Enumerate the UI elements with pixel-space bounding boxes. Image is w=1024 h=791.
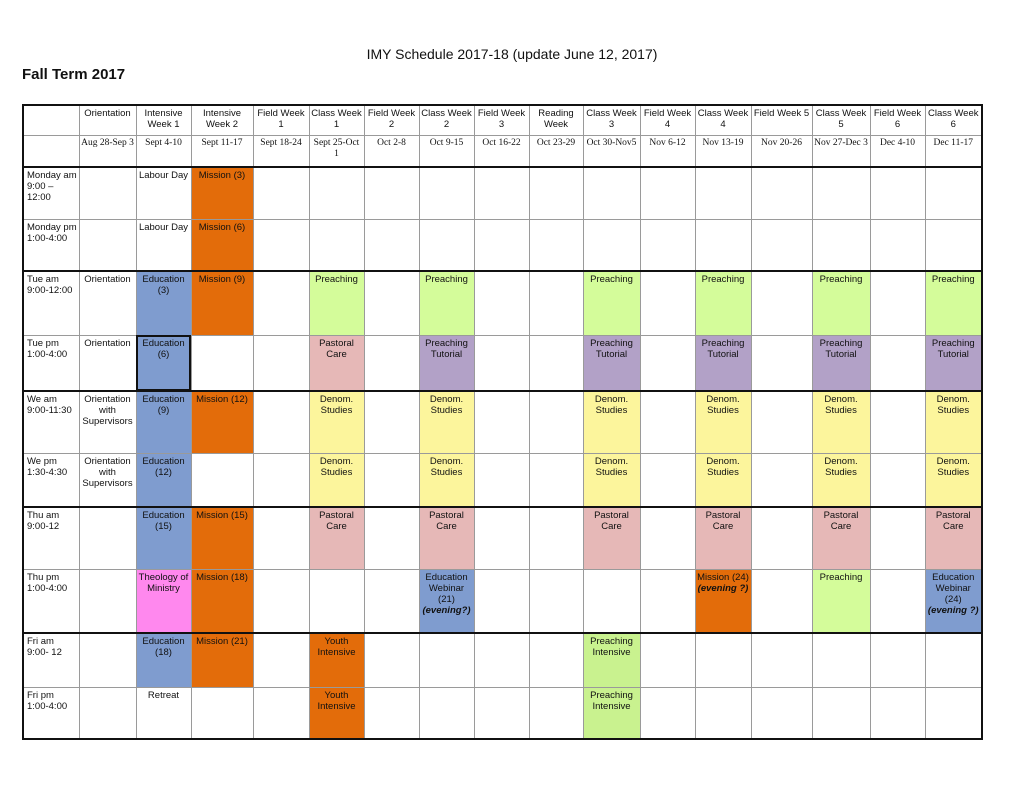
session-label: Pastoral Care bbox=[319, 510, 354, 532]
week-header: Field Week 2 bbox=[364, 105, 419, 135]
session-label: Mission (12) bbox=[196, 394, 248, 405]
schedule-cell bbox=[474, 219, 529, 271]
date-header: Oct 9-15 bbox=[419, 135, 474, 167]
session-label: Preaching Tutorial bbox=[931, 337, 975, 360]
schedule-cell bbox=[253, 271, 309, 335]
week-header: Intensive Week 2 bbox=[191, 105, 253, 135]
schedule-cell bbox=[364, 453, 419, 507]
session-label: Mission (6) bbox=[198, 221, 246, 233]
schedule-cell bbox=[191, 335, 253, 391]
session-label: Mission (9) bbox=[198, 274, 246, 285]
schedule-cell bbox=[695, 453, 751, 507]
time-slot-label: Tue am 9:00-12:00 bbox=[23, 271, 79, 335]
schedule-cell bbox=[640, 507, 695, 569]
date-header: Nov 6-12 bbox=[640, 135, 695, 167]
time-slot-label: Monday am 9:00 – 12:00 bbox=[23, 167, 79, 219]
session-label: Preaching Tutorial bbox=[425, 337, 468, 360]
time-slot-label: We am 9:00-11:30 bbox=[23, 391, 79, 453]
schedule-cell bbox=[253, 167, 309, 219]
schedule-cell bbox=[309, 453, 364, 507]
schedule-cell bbox=[751, 271, 812, 335]
week-header: Field Week 1 bbox=[253, 105, 309, 135]
time-slot-label: Thu pm 1:00-4:00 bbox=[23, 569, 79, 633]
schedule-cell bbox=[191, 687, 253, 739]
week-header: Field Week 6 bbox=[870, 105, 925, 135]
schedule-cell bbox=[812, 335, 870, 391]
schedule-cell bbox=[136, 453, 191, 507]
schedule-cell bbox=[79, 507, 136, 569]
schedule-cell bbox=[79, 687, 136, 739]
schedule-cell bbox=[253, 453, 309, 507]
schedule-cell bbox=[812, 271, 870, 335]
schedule-row bbox=[23, 219, 982, 271]
session-label: Preaching bbox=[701, 274, 745, 285]
session-label: Denom. Studies bbox=[319, 455, 354, 478]
schedule-cell bbox=[136, 687, 191, 739]
schedule-cell bbox=[925, 391, 982, 453]
time-slot-label: Tue pm 1:00-4:00 bbox=[23, 335, 79, 391]
schedule-cell bbox=[695, 271, 751, 335]
session-label: Denom. Studies bbox=[594, 394, 629, 416]
schedule-row bbox=[23, 687, 982, 739]
week-header: Intensive Week 1 bbox=[136, 105, 191, 135]
schedule-cell bbox=[253, 687, 309, 739]
session-label: Preaching Intensive bbox=[590, 636, 633, 658]
document-title: IMY Schedule 2017-18 (update June 12, 2017) bbox=[366, 46, 658, 62]
schedule-row bbox=[23, 453, 982, 507]
schedule-row bbox=[23, 633, 982, 687]
schedule-cell bbox=[640, 335, 695, 391]
schedule-cell bbox=[474, 167, 529, 219]
schedule-cell bbox=[695, 507, 751, 569]
date-header: Sept 11-17 bbox=[191, 135, 253, 167]
schedule-cell bbox=[583, 453, 640, 507]
schedule-cell bbox=[751, 335, 812, 391]
session-label: Denom. Studies bbox=[706, 394, 740, 416]
week-header: Field Week 5 bbox=[751, 105, 812, 135]
schedule-cell bbox=[640, 453, 695, 507]
session-label: Mission (24) bbox=[697, 571, 749, 583]
schedule-cell bbox=[583, 167, 640, 219]
schedule-cell bbox=[925, 219, 982, 271]
schedule-cell bbox=[419, 453, 474, 507]
session-label: Education (3) bbox=[142, 274, 185, 296]
schedule-cell bbox=[925, 167, 982, 219]
schedule-row bbox=[23, 569, 982, 633]
schedule-cell bbox=[751, 219, 812, 271]
schedule-cell bbox=[812, 167, 870, 219]
session-label: Orientation bbox=[84, 337, 131, 349]
schedule-cell bbox=[474, 569, 529, 633]
schedule-cell bbox=[419, 633, 474, 687]
schedule-cell bbox=[583, 219, 640, 271]
schedule-cell bbox=[191, 219, 253, 271]
schedule-cell bbox=[419, 569, 474, 633]
session-label: Preaching Tutorial bbox=[819, 337, 863, 360]
session-label: Pastoral Care bbox=[594, 510, 629, 532]
session-label: Mission (21) bbox=[196, 636, 248, 647]
schedule-cell bbox=[79, 569, 136, 633]
session-label: Preaching Tutorial bbox=[590, 337, 633, 360]
schedule-cell bbox=[191, 453, 253, 507]
session-label: Retreat bbox=[147, 689, 180, 701]
schedule-cell bbox=[529, 167, 583, 219]
schedule-cell bbox=[364, 271, 419, 335]
session-label: Youth Intensive bbox=[317, 636, 356, 658]
session-label: Education (15) bbox=[142, 510, 185, 532]
schedule-cell bbox=[640, 687, 695, 739]
schedule-cell bbox=[870, 391, 925, 453]
time-slot-label: Monday pm 1:00-4:00 bbox=[23, 219, 79, 271]
schedule-cell bbox=[583, 633, 640, 687]
schedule-cell bbox=[583, 335, 640, 391]
schedule-cell bbox=[474, 391, 529, 453]
schedule-cell bbox=[309, 167, 364, 219]
schedule-cell bbox=[309, 507, 364, 569]
schedule-cell bbox=[529, 271, 583, 335]
schedule-cell bbox=[812, 391, 870, 453]
schedule-row bbox=[23, 271, 982, 335]
schedule-cell bbox=[870, 569, 925, 633]
schedule-cell bbox=[474, 687, 529, 739]
session-label: Denom. Studies bbox=[706, 455, 740, 478]
session-label: Education (18) bbox=[142, 636, 185, 658]
schedule-cell bbox=[79, 219, 136, 271]
schedule-table bbox=[22, 104, 983, 740]
date-header: Sept 18-24 bbox=[253, 135, 309, 167]
session-label: Denom. Studies bbox=[429, 455, 464, 478]
schedule-cell bbox=[870, 271, 925, 335]
session-label: Education (9) bbox=[142, 394, 185, 416]
week-header: Field Week 3 bbox=[474, 105, 529, 135]
schedule-cell bbox=[364, 633, 419, 687]
schedule-cell bbox=[191, 271, 253, 335]
schedule-cell bbox=[751, 633, 812, 687]
week-header: Field Week 4 bbox=[640, 105, 695, 135]
schedule-cell bbox=[419, 391, 474, 453]
session-label: Denom. Studies bbox=[594, 455, 629, 478]
schedule-cell bbox=[870, 219, 925, 271]
schedule-cell bbox=[751, 453, 812, 507]
schedule-cell bbox=[136, 271, 191, 335]
corner-cell bbox=[23, 135, 79, 167]
session-label: Mission (3) bbox=[198, 170, 246, 181]
schedule-cell bbox=[364, 569, 419, 633]
schedule-cell bbox=[925, 271, 982, 335]
schedule-cell bbox=[925, 569, 982, 633]
session-label: Denom. Studies bbox=[936, 455, 970, 478]
schedule-cell bbox=[309, 219, 364, 271]
week-header: Class Week 3 bbox=[583, 105, 640, 135]
session-label: Preaching bbox=[590, 274, 633, 285]
schedule-cell bbox=[474, 335, 529, 391]
week-header: Class Week 4 bbox=[695, 105, 751, 135]
schedule-cell bbox=[419, 335, 474, 391]
schedule-cell bbox=[474, 453, 529, 507]
schedule-cell bbox=[79, 335, 136, 391]
session-label: Denom. Studies bbox=[824, 455, 858, 478]
schedule-cell bbox=[529, 391, 583, 453]
schedule-cell bbox=[925, 507, 982, 569]
session-label: Denom. Studies bbox=[936, 394, 970, 416]
schedule-cell bbox=[529, 569, 583, 633]
session-label: Denom. Studies bbox=[824, 394, 858, 416]
session-label: Preaching bbox=[931, 274, 975, 285]
schedule-row bbox=[23, 335, 982, 391]
session-label: Pastoral Care bbox=[935, 510, 971, 532]
schedule-cell bbox=[695, 569, 751, 633]
schedule-cell bbox=[364, 391, 419, 453]
schedule-cell bbox=[253, 633, 309, 687]
date-header: Nov 20-26 bbox=[751, 135, 812, 167]
schedule-cell bbox=[309, 271, 364, 335]
schedule-cell bbox=[529, 507, 583, 569]
schedule-cell bbox=[529, 219, 583, 271]
schedule-cell bbox=[583, 271, 640, 335]
schedule-cell bbox=[136, 391, 191, 453]
schedule-row bbox=[23, 167, 982, 219]
schedule-row bbox=[23, 391, 982, 453]
session-label: Labour Day bbox=[138, 170, 189, 181]
schedule-cell bbox=[925, 687, 982, 739]
week-header: Class Week 5 bbox=[812, 105, 870, 135]
schedule-cell bbox=[364, 687, 419, 739]
date-header: Nov 27-Dec 3 bbox=[812, 135, 870, 167]
schedule-cell bbox=[529, 633, 583, 687]
schedule-cell bbox=[529, 687, 583, 739]
schedule-cell bbox=[751, 687, 812, 739]
session-label: Orientation bbox=[84, 274, 131, 285]
schedule-cell bbox=[812, 453, 870, 507]
week-header: Class Week 2 bbox=[419, 105, 474, 135]
corner-cell bbox=[23, 105, 79, 135]
date-header: Aug 28-Sep 3 bbox=[79, 135, 136, 167]
schedule-cell bbox=[309, 335, 364, 391]
session-label: Pastoral Care bbox=[705, 510, 741, 532]
schedule-cell bbox=[695, 167, 751, 219]
schedule-cell bbox=[695, 335, 751, 391]
schedule-cell bbox=[191, 391, 253, 453]
evening-note: (evening ?) bbox=[697, 582, 749, 594]
session-label: Preaching Intensive bbox=[590, 689, 633, 712]
schedule-cell bbox=[419, 687, 474, 739]
schedule-cell bbox=[870, 335, 925, 391]
session-label: Youth Intensive bbox=[317, 689, 356, 712]
schedule-cell bbox=[870, 687, 925, 739]
time-slot-label: We pm 1:30-4:30 bbox=[23, 453, 79, 507]
schedule-cell bbox=[191, 507, 253, 569]
schedule-cell bbox=[364, 167, 419, 219]
session-label: Mission (15) bbox=[196, 510, 248, 521]
schedule-cell bbox=[79, 391, 136, 453]
session-label: Labour Day bbox=[138, 221, 189, 233]
schedule-cell bbox=[812, 219, 870, 271]
week-header: Reading Week bbox=[529, 105, 583, 135]
schedule-cell bbox=[136, 335, 191, 391]
schedule-cell bbox=[253, 569, 309, 633]
evening-note: (evening ?) bbox=[927, 604, 979, 616]
schedule-cell bbox=[695, 391, 751, 453]
schedule-cell bbox=[309, 687, 364, 739]
schedule-cell bbox=[79, 633, 136, 687]
date-header: Nov 13-19 bbox=[695, 135, 751, 167]
evening-note: (evening?) bbox=[422, 604, 471, 616]
schedule-cell bbox=[925, 335, 982, 391]
schedule-cell bbox=[419, 167, 474, 219]
schedule-cell bbox=[253, 219, 309, 271]
schedule-cell bbox=[695, 687, 751, 739]
week-header: Class Week 6 bbox=[925, 105, 982, 135]
schedule-cell bbox=[474, 271, 529, 335]
schedule-cell bbox=[136, 219, 191, 271]
schedule-cell bbox=[870, 453, 925, 507]
session-label: Preaching Tutorial bbox=[701, 337, 745, 360]
date-header: Sept 25-Oct 1 bbox=[309, 135, 364, 167]
schedule-cell bbox=[309, 633, 364, 687]
schedule-cell bbox=[640, 271, 695, 335]
schedule-cell bbox=[640, 167, 695, 219]
session-label: Pastoral Care bbox=[823, 510, 859, 532]
schedule-row bbox=[23, 507, 982, 569]
schedule-cell bbox=[751, 569, 812, 633]
schedule-cell bbox=[136, 633, 191, 687]
session-label: Orientation with Supervisors bbox=[82, 455, 133, 489]
schedule-cell bbox=[136, 507, 191, 569]
date-header: Sept 4-10 bbox=[136, 135, 191, 167]
schedule-cell bbox=[79, 453, 136, 507]
schedule-cell bbox=[925, 633, 982, 687]
schedule-cell bbox=[419, 507, 474, 569]
schedule-cell bbox=[751, 167, 812, 219]
session-label: Pastoral Care bbox=[319, 337, 354, 360]
schedule-cell bbox=[364, 219, 419, 271]
schedule-cell bbox=[419, 271, 474, 335]
date-header: Oct 2-8 bbox=[364, 135, 419, 167]
schedule-cell bbox=[364, 335, 419, 391]
schedule-cell bbox=[640, 633, 695, 687]
schedule-cell bbox=[529, 335, 583, 391]
date-header: Oct 23-29 bbox=[529, 135, 583, 167]
schedule-cell bbox=[529, 453, 583, 507]
schedule-cell bbox=[870, 507, 925, 569]
schedule-cell bbox=[640, 219, 695, 271]
schedule-cell bbox=[751, 391, 812, 453]
schedule-cell bbox=[419, 219, 474, 271]
schedule-cell bbox=[309, 569, 364, 633]
schedule-cell bbox=[640, 391, 695, 453]
schedule-cell bbox=[583, 507, 640, 569]
schedule-cell bbox=[583, 687, 640, 739]
session-label: Mission (18) bbox=[196, 571, 248, 583]
schedule-cell bbox=[695, 219, 751, 271]
schedule-cell bbox=[474, 507, 529, 569]
date-header: Oct 16-22 bbox=[474, 135, 529, 167]
schedule-cell bbox=[870, 633, 925, 687]
week-header: Class Week 1 bbox=[309, 105, 364, 135]
schedule-cell bbox=[191, 167, 253, 219]
schedule-cell bbox=[253, 335, 309, 391]
schedule-cell bbox=[253, 391, 309, 453]
term-title: Fall Term 2017 bbox=[22, 66, 126, 83]
schedule-cell bbox=[812, 633, 870, 687]
week-header: Orientation bbox=[79, 105, 136, 135]
time-slot-label: Fri pm 1:00-4:00 bbox=[23, 687, 79, 739]
session-label: Preaching bbox=[315, 274, 358, 285]
session-label: Education Webinar (21) bbox=[425, 571, 468, 605]
time-slot-label: Thu am 9:00-12 bbox=[23, 507, 79, 569]
schedule-cell bbox=[640, 569, 695, 633]
date-header: Dec 4-10 bbox=[870, 135, 925, 167]
schedule-cell bbox=[253, 507, 309, 569]
session-label: Education Webinar (24) bbox=[932, 571, 975, 605]
schedule-cell bbox=[191, 569, 253, 633]
session-label: Theology of Ministry bbox=[138, 571, 189, 594]
time-slot-label: Fri am 9:00- 12 bbox=[23, 633, 79, 687]
schedule-cell bbox=[583, 391, 640, 453]
schedule-cell bbox=[870, 167, 925, 219]
schedule-cell bbox=[751, 507, 812, 569]
schedule-cell bbox=[136, 569, 191, 633]
schedule-cell bbox=[474, 633, 529, 687]
schedule-cell bbox=[812, 687, 870, 739]
schedule-cell bbox=[583, 569, 640, 633]
session-label: Preaching bbox=[819, 571, 863, 583]
session-label: Pastoral Care bbox=[429, 510, 464, 532]
schedule-cell bbox=[309, 391, 364, 453]
session-label: Denom. Studies bbox=[429, 394, 464, 416]
session-label: Orientation with Supervisors bbox=[82, 394, 133, 427]
schedule-cell bbox=[695, 633, 751, 687]
schedule-cell bbox=[136, 167, 191, 219]
schedule-cell bbox=[925, 453, 982, 507]
date-header: Oct 30-Nov5 bbox=[583, 135, 640, 167]
schedule-cell bbox=[812, 569, 870, 633]
schedule-cell bbox=[191, 633, 253, 687]
schedule-cell bbox=[79, 167, 136, 219]
schedule-cell bbox=[812, 507, 870, 569]
session-label: Preaching bbox=[425, 274, 468, 285]
session-label: Education (6) bbox=[142, 337, 185, 360]
schedule-cell bbox=[79, 271, 136, 335]
session-label: Education (12) bbox=[142, 455, 185, 478]
date-header: Dec 11-17 bbox=[925, 135, 982, 167]
session-label: Preaching bbox=[819, 274, 863, 285]
session-label: Denom. Studies bbox=[319, 394, 354, 416]
schedule-cell bbox=[364, 507, 419, 569]
